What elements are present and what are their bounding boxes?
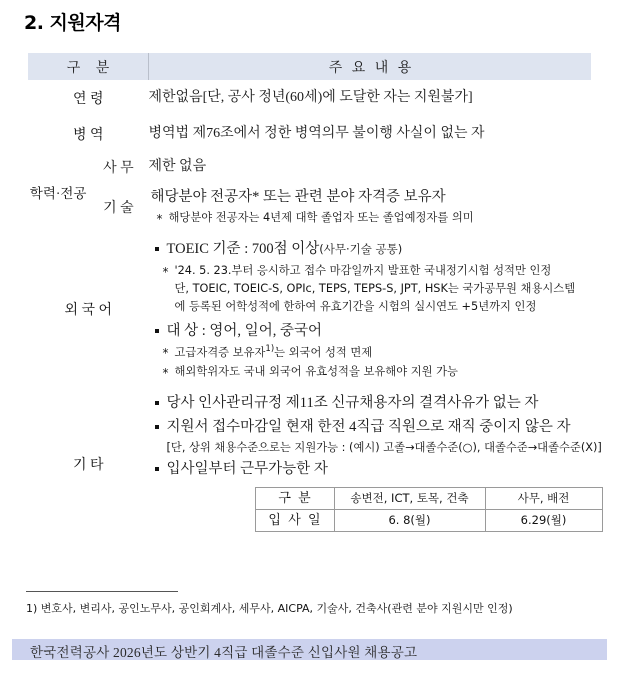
language-note-1: * '24. 5. 23.부터 응시하고 접수 마감일까지 발표한 국내정기시험 성적만 인정 xyxy=(153,262,592,280)
language-note-1-cont-2: 에 등록된 어학성적에 한하여 유효기간을 시험의 실시연도 +5년까지 인정 xyxy=(174,300,537,314)
row-label-military: 병 역 xyxy=(72,128,104,143)
other-block xyxy=(149,386,602,543)
entry-date-header-row xyxy=(255,488,602,510)
language-bullet-toeic xyxy=(153,239,592,261)
other-bullet-3: 입사일부터 근무가능한 자 xyxy=(153,459,592,481)
sublabel-tech: 기 술 xyxy=(103,201,134,217)
entry-date-table-header xyxy=(255,488,602,510)
entry-date-row xyxy=(255,510,602,532)
age-text: 제한없음[단, 공사 정년(60세)에 도달한 자는 지원불가] xyxy=(148,89,473,105)
entry-date-header-division: 구 분 xyxy=(255,488,334,510)
footer-title: 한국전력공사 2026년도 상반기 4직급 대졸수준 신입사원 채용공고 xyxy=(30,645,418,660)
row-label-language: 외 국 어 xyxy=(64,302,113,318)
row-label-other: 기 타 xyxy=(72,458,104,474)
education-tech-block xyxy=(149,182,592,232)
row-content-language xyxy=(149,232,592,386)
sublabel-admin: 사 무 xyxy=(103,161,134,176)
entry-date-label: 입 사 일 xyxy=(255,510,334,532)
language-note-1-cont-1: 단, TOEIC, TOEIC-S, OPIc, TEPS, TEPS-S, JPT, HSK는 국가공무원 채용시스템 xyxy=(174,282,576,296)
other-bullet-1: 당사 인사관리규정 제11조 신규채용자의 결격사유가 없는 자 xyxy=(153,393,592,415)
row-label-education: 학력·전공 xyxy=(29,186,87,202)
table-header xyxy=(28,53,591,80)
row-label-age: 연 령 xyxy=(72,92,104,107)
language-block xyxy=(149,232,592,386)
table-body xyxy=(28,80,602,543)
row-content-education-tech xyxy=(149,182,592,232)
qualification-table xyxy=(28,53,602,543)
other-bullet-2: 지원서 접수마감일 현재 한전 4직급 직원으로 재직 중이지 않은 자 xyxy=(153,417,592,439)
footnote-text: 1) 변호사, 변리사, 공인노무사, 공인회계사, 세무사, AICPA, 기술사, 건축사(관련 분야 지원시만 인정) xyxy=(26,602,513,615)
table-row-language xyxy=(28,232,591,386)
language-note-2-post: 는 외국어 성적 면제 xyxy=(274,346,373,360)
page-title: 2. 지원자격 xyxy=(24,12,121,34)
toeic-paren-text: (사무·기술 공통) xyxy=(319,242,403,257)
row-content-education-admin xyxy=(149,152,592,182)
row-content-military xyxy=(149,116,592,152)
entry-date-header-group-1: 송변전, ICT, 토목, 건축 xyxy=(334,488,485,510)
row-content-other xyxy=(149,386,602,543)
footnote-divider xyxy=(26,591,178,592)
language-bullet-target: 대 상 : 영어, 일어, 중국어 xyxy=(153,321,592,343)
table-header-row xyxy=(28,53,591,80)
language-note-3: * 해외학위자도 국내 외국어 유효성적을 보유해야 지원 가능 xyxy=(153,363,592,381)
footnote-marker: 1) xyxy=(265,344,275,355)
table-row-education-tech xyxy=(28,182,591,232)
entry-date-table xyxy=(255,487,603,532)
education-admin-text: 제한 없음 xyxy=(148,158,207,174)
table-row-education-admin xyxy=(28,152,591,182)
language-note-2-pre: 고급자격증 보유자 xyxy=(174,346,266,360)
table-row-age xyxy=(28,80,591,116)
toeic-main-text: TOEIC 기준 : 700점 이상 xyxy=(166,241,320,258)
other-subline: [단, 상위 채용수준으로는 지원가능 : (예시) 고졸→대졸수준(○), 대졸수준→대졸수준(X)] xyxy=(166,441,602,455)
education-tech-note: * 해당분야 전공자는 4년제 대학 졸업자 또는 졸업예정자를 의미 xyxy=(147,209,592,227)
table-row-other xyxy=(28,386,591,543)
entry-date-header-group-2: 사무, 배전 xyxy=(485,488,602,510)
entry-date-value-1: 6. 8(월) xyxy=(334,510,485,532)
entry-date-value-2: 6.29(월) xyxy=(485,510,602,532)
language-note-2 xyxy=(153,343,592,362)
military-text: 병역법 제76조에서 정한 병역의무 불이행 사실이 없는 자 xyxy=(148,125,485,141)
row-content-age xyxy=(149,80,592,116)
education-tech-text: 해당분야 전공자* 또는 관련 분야 자격증 보유자 xyxy=(150,189,446,205)
header-content: 주 요 내 용 xyxy=(149,53,592,80)
entry-date-table-body xyxy=(255,510,602,532)
table-row-military xyxy=(28,116,591,152)
header-division: 구 분 xyxy=(28,53,149,80)
